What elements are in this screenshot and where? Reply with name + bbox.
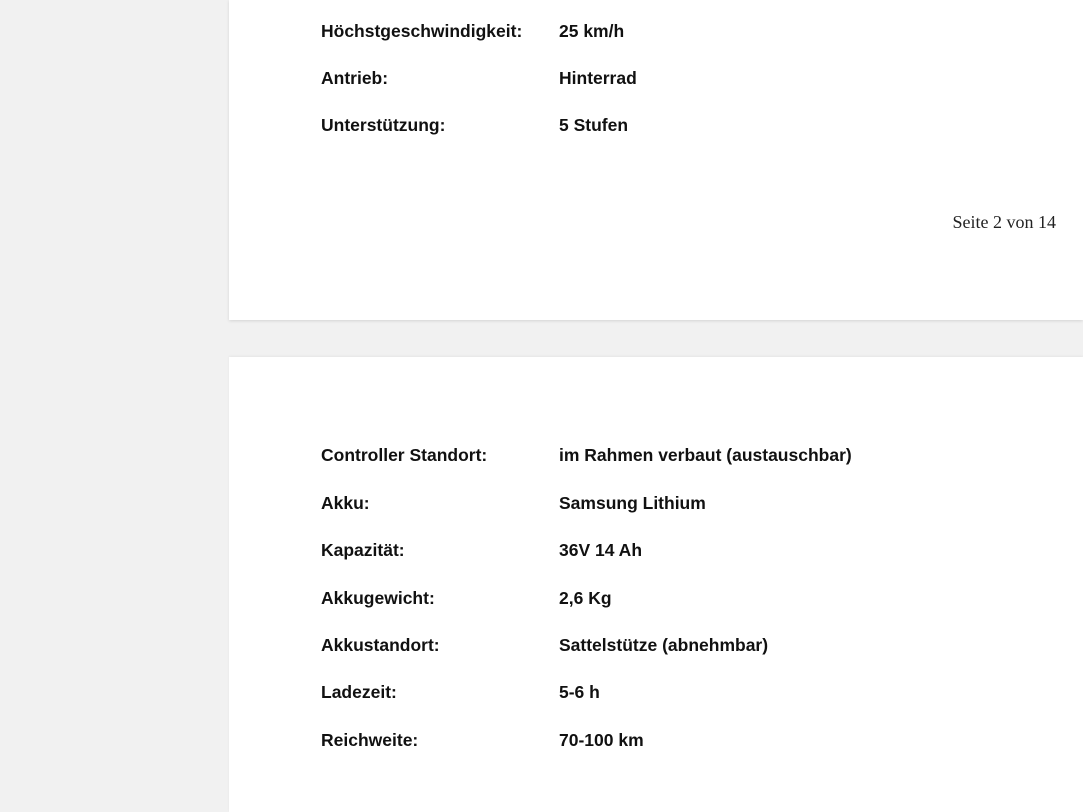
- spec-label: Unterstützung:: [321, 115, 446, 135]
- spec-value: 70-100 km: [559, 730, 644, 750]
- spec-label: Ladezeit:: [321, 682, 397, 702]
- spec-value: 36V 14 Ah: [559, 540, 643, 560]
- spec-label: Höchstgeschwindigkeit:: [321, 21, 523, 41]
- spec-value: Hinterrad: [559, 68, 637, 88]
- spec-value: Sattelstütze (abnehmbar): [559, 635, 769, 655]
- spec-value: 25 km/h: [559, 21, 625, 41]
- spec-value: 5 Stufen: [559, 115, 629, 135]
- spec-label: Akkustandort:: [321, 635, 440, 655]
- page-number: Seite 2 von 14: [952, 212, 1056, 232]
- spec-value: 2,6 Kg: [559, 588, 612, 608]
- spec-value: 5-6 h: [559, 682, 600, 702]
- document-page-2: [229, 0, 1083, 320]
- spec-label: Reichweite:: [321, 730, 419, 750]
- spec-value: im Rahmen verbaut (austauschbar): [559, 445, 852, 465]
- spec-label: Antrieb:: [321, 68, 389, 88]
- spec-label: Akkugewicht:: [321, 588, 435, 608]
- spec-value: Samsung Lithium: [559, 493, 706, 513]
- spec-label: Controller Standort:: [321, 445, 488, 465]
- spec-label: Kapazität:: [321, 540, 405, 560]
- document-page-3: [229, 357, 1083, 812]
- spec-label: Akku:: [321, 493, 370, 513]
